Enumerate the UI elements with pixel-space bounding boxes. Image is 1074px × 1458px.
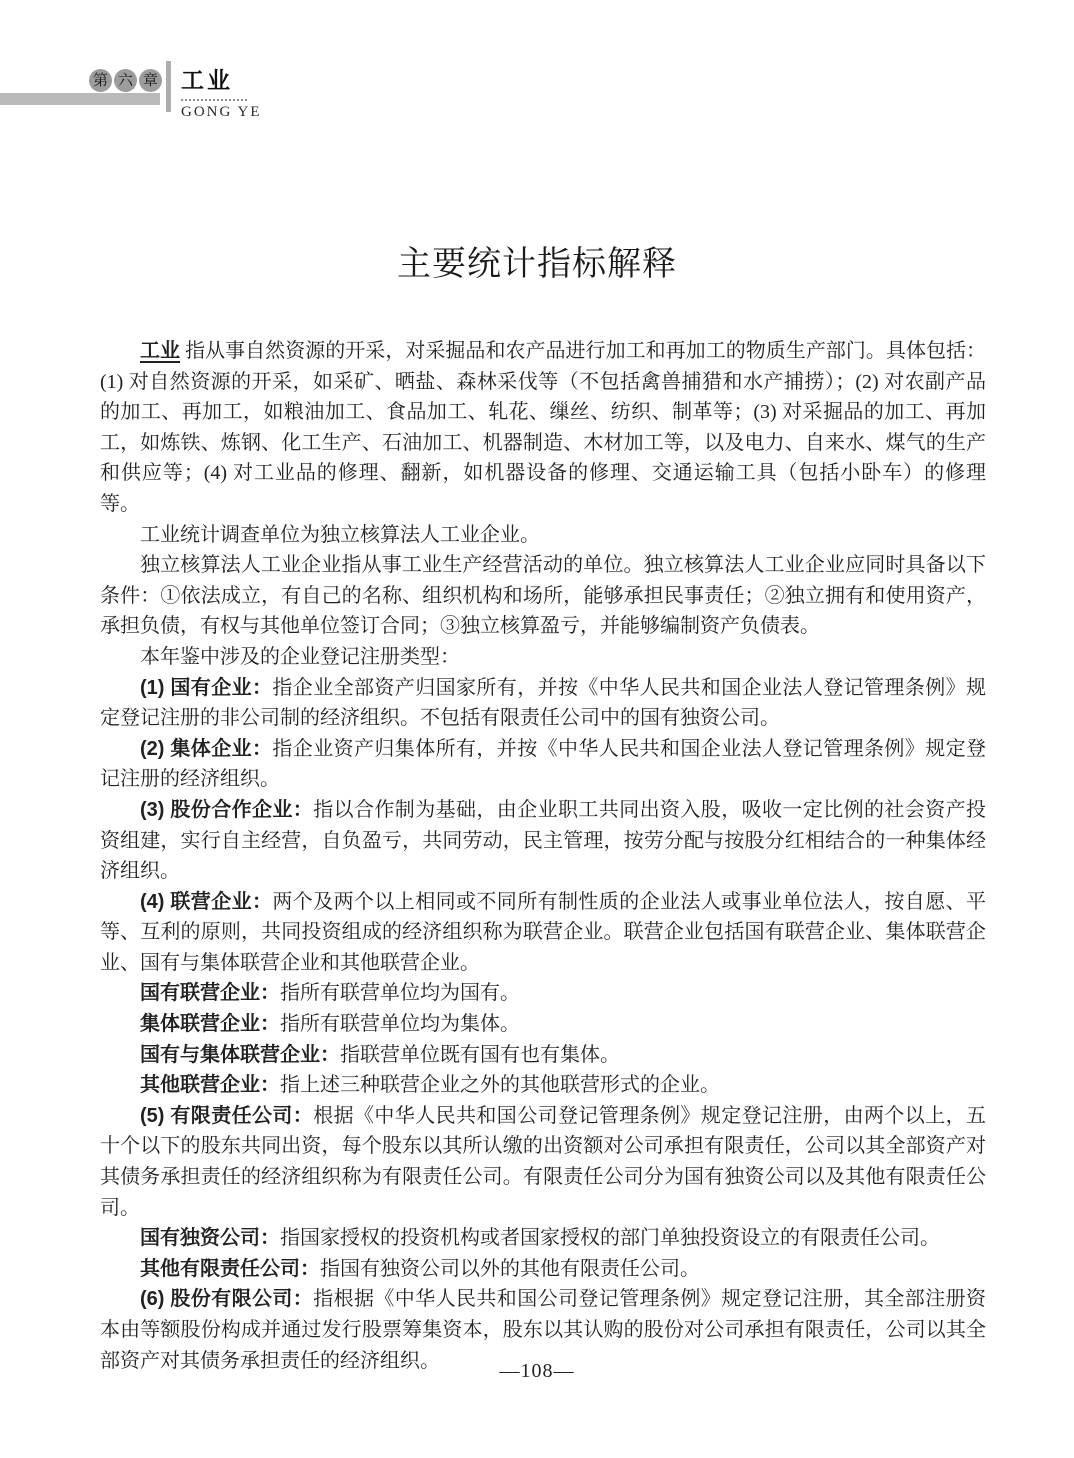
paragraph — [100, 1040, 986, 1071]
paragraph — [100, 520, 986, 551]
paragraph — [100, 642, 986, 673]
paragraph-text: 指联营单位既有国有也有集体。 — [340, 1043, 620, 1066]
paragraph-text: 指上述三种联营企业之外的其他联营形式的企业。 — [280, 1074, 720, 1097]
paragraph-text: 指以合作制为基础，由企业职工共同出资入股，吸收一定比例的社会资产投资组建，实行自主经营，自负盈亏，共同劳动，民主管理，按劳分配与按股分红相结合的一种集体经济组织。 — [100, 798, 987, 883]
page-number: —108— — [499, 1360, 575, 1382]
paragraph-text: 指所有联营单位均为国有。 — [280, 982, 520, 1005]
term-label: 其他联营企业： — [140, 1074, 280, 1097]
chapter-pinyin: GONG YE — [181, 104, 262, 120]
term-label: 其他有限责任公司： — [140, 1257, 320, 1280]
paragraph-text: 指国有独资公司以外的其他有限责任公司。 — [320, 1257, 700, 1280]
paragraph-text: 指所有联营单位均为集体。 — [280, 1013, 520, 1036]
term-label: 国有与集体联营企业： — [140, 1043, 340, 1066]
term-label: (6) 股份有限公司： — [140, 1288, 314, 1311]
paragraph-text: 指国家授权的投资机构或者国家授权的部门单独投资设立的有限责任公司。 — [280, 1227, 940, 1250]
paragraph-text: 指企业全部资产归国家所有，并按《中华人民共和国企业法人登记管理条例》规定登记注册的非公司制的经济组织。不包括有限责任公司中的国有独资公司。 — [100, 676, 987, 730]
term-label: (4) 联营企业： — [140, 890, 273, 913]
header-rule — [0, 93, 160, 105]
paragraph — [100, 734, 986, 795]
paragraph — [100, 887, 986, 979]
paragraph-text: 根据《中华人民共和国公司登记管理条例》规定登记注册，由两个以上，五十个以下的股东共同出资，每个股东以其所认缴的出资额对公司承担有限责任，公司以其全部资产对其债务承担责任的经济组织称为有限责任公司。有限责任公司分为国有独资公司以及其他有限责任公司。 — [100, 1104, 987, 1219]
paragraph-text: 本年鉴中涉及的企业登记注册类型： — [140, 645, 460, 668]
chapter-badge-char: 章 — [139, 69, 162, 92]
paragraph — [100, 795, 986, 887]
paragraph — [100, 550, 986, 642]
document-body — [100, 336, 986, 1376]
term-label: 国有独资公司： — [140, 1227, 280, 1250]
term-label: 工业 — [140, 340, 181, 362]
paragraph-text: 指企业资产归集体所有，并按《中华人民共和国企业法人登记管理条例》规定登记注册的经济组织。 — [100, 737, 987, 791]
term-label: (2) 集体企业： — [140, 737, 273, 760]
paragraph — [100, 1223, 986, 1254]
term-label: 集体联营企业： — [140, 1013, 280, 1036]
paragraph-text: 工业统计调查单位为独立核算法人工业企业。 — [140, 523, 540, 546]
paragraph-text: 指根据《中华人民共和国公司登记管理条例》规定登记注册，其全部注册资本由等额股份构成并通过发行股票筹集资本，股东以其认购的股份对公司承担有限责任，公司以其全部资产对其债务承担责任的经济组织。 — [100, 1288, 987, 1372]
paragraph — [100, 1254, 986, 1285]
paragraph — [100, 1009, 986, 1040]
paragraph-text: 指从事自然资源的开采，对采掘品和农产品进行加工和再加工的物质生产部门。具体包括：(1) 对自然资源的开采，如采矿、晒盐、森林采伐等（不包括禽兽捕猎和水产捕捞）；(2) 对农副产品的加工、再加工，如粮油加工、食品加工、轧花、缫丝、纺织、制革等；(3) 对采掘品的加工、再加工，如炼铁、炼钢、化工生产、石油加工、机器制造、木材加工等，以及电力、自来水、煤气的生产和供应等；(4) 对工业品的修理、翻新，如机器设备的修理、交通运输工具（包括小卧车）的修理等。 — [100, 340, 987, 515]
paragraph-text: 两个及两个以上相同或不同所有制性质的企业法人或事业单位法人，按自愿、平等、互利的原则，共同投资组成的经济组织称为联营企业。联营企业包括国有联营企业、集体联营企业、国有与集体联营企业和其他联营企业。 — [100, 890, 987, 974]
term-label: (5) 有限责任公司： — [140, 1104, 314, 1127]
paragraph — [100, 673, 986, 734]
paragraph — [100, 336, 986, 520]
paragraph — [100, 1070, 986, 1101]
term-label: 国有联营企业： — [140, 982, 280, 1005]
chapter-badge-group — [89, 69, 162, 92]
term-label: (1) 国有企业： — [140, 676, 273, 699]
chapter-title: 工业 — [181, 62, 247, 101]
page-title: 主要统计指标解释 — [397, 245, 677, 283]
term-label: (3) 股份合作企业： — [140, 798, 314, 821]
paragraph — [100, 978, 986, 1009]
chapter-badge-char: 六 — [114, 69, 137, 92]
header-divider — [166, 61, 171, 112]
paragraph-text: 独立核算法人工业企业指从事工业生产经营活动的单位。独立核算法人工业企业应同时具备以下条件：①依法成立，有自己的名称、组织机构和场所，能够承担民事责任；②独立拥有和使用资产，承担负债，有权与其他单位签订合同；③独立核算盈亏，并能够编制资产负债表。 — [100, 554, 986, 638]
paragraph — [100, 1101, 986, 1223]
chapter-badge-char: 第 — [89, 69, 112, 92]
chapter-header — [181, 62, 262, 121]
